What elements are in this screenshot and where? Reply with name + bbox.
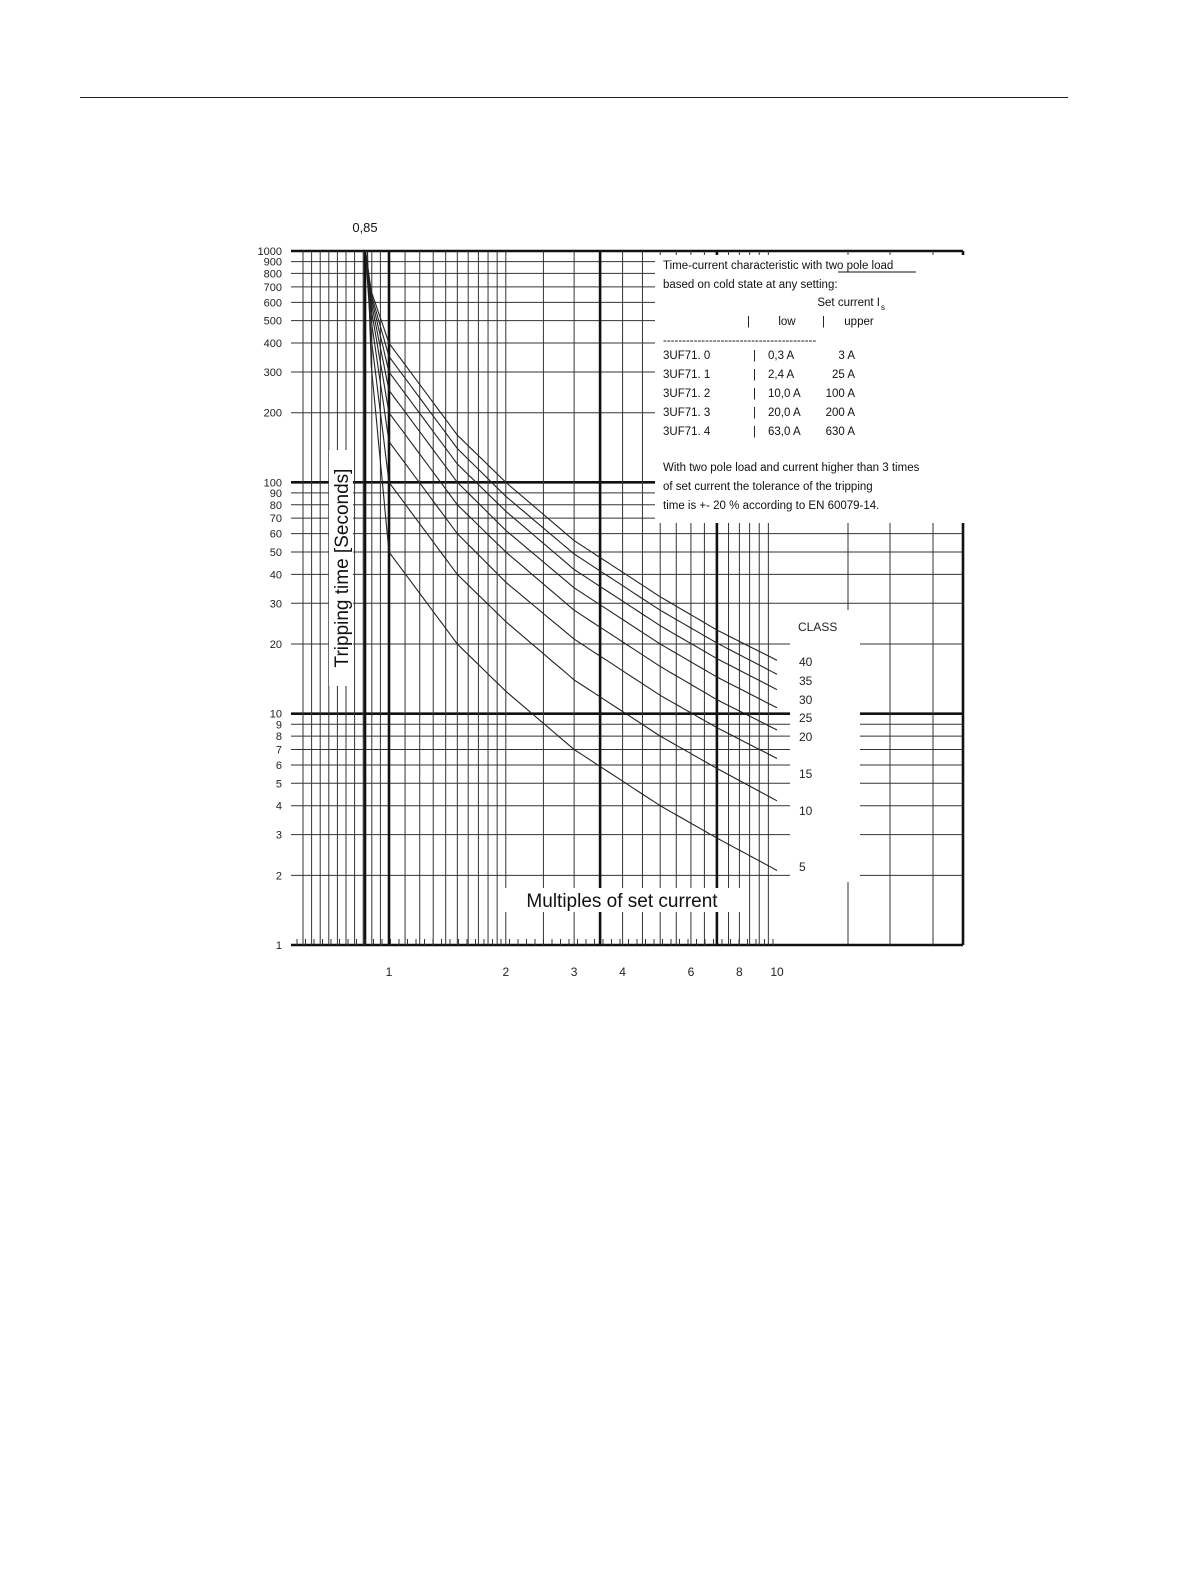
class-label: 25 [799,711,813,725]
x-tick-label: 6 [687,965,695,979]
y-tick-label: 30 [269,598,282,611]
y-tick-label: 90 [269,487,282,500]
set-current-label: Set current I [817,297,880,309]
y-tick-label: 8 [275,731,282,744]
column-upper-label: upper [844,316,874,328]
model-low-current: 63,0 A [768,426,801,438]
model-name: 3UF71. 0 [663,350,711,362]
model-upper-current: 100 A [825,388,855,400]
model-upper-current: 25 A [831,369,855,381]
x-tick-label: 4 [619,965,626,979]
x-tick-label: 3 [570,965,578,979]
class-label: 20 [799,730,813,744]
column-separator: | [753,350,756,362]
y-tick-label: 60 [269,528,282,541]
model-low-current: 0,3 A [768,350,795,362]
y-tick-label: 20 [269,639,282,652]
column-separator: | [753,426,756,438]
annotation-line: based on cold state at any setting: [663,279,838,291]
x-tick-label: 10 [770,965,784,979]
model-upper-current: 200 A [825,407,855,419]
column-separator: | [753,388,756,400]
y-tick-label: 600 [263,297,282,310]
x-tick-label: 8 [736,965,743,979]
column-separator: | [753,369,756,381]
model-low-current: 20,0 A [768,407,801,419]
model-name: 3UF71. 1 [663,369,711,381]
marker-label: 0,85 [352,220,378,235]
y-tick-label: 3 [275,829,282,842]
y-tick-label: 500 [263,315,282,328]
annotation-line: Time-current characteristic with two pole load [663,260,894,272]
y-tick-label: 2 [275,870,282,883]
y-tick-label: 10 [269,708,282,721]
column-separator: | [822,316,825,328]
y-tick-label: 6 [275,759,282,772]
y-tick-label: 400 [263,338,282,351]
y-tick-label: 80 [269,499,282,512]
y-tick-label: 1000 [257,246,282,258]
model-low-current: 10,0 A [768,388,801,400]
y-tick-label: 700 [263,281,282,294]
model-low-current: 2,4 A [768,369,795,381]
model-upper-current: 3 A [838,350,855,362]
y-axis-title: Tripping time [Seconds] [332,468,353,668]
y-tick-label: 5 [275,778,282,791]
y-tick-labels [258,246,282,952]
class-label: 5 [799,860,806,874]
model-upper-current: 630 A [825,426,855,438]
class-label: 10 [799,804,813,818]
class-label: 30 [799,693,813,707]
y-tick-label: 40 [269,569,282,582]
model-name: 3UF71. 3 [663,407,711,419]
class-title: CLASS [798,620,838,634]
class-label: 15 [799,767,813,781]
y-tick-label: 4 [275,800,282,813]
column-separator: | [747,316,750,328]
y-tick-label: 300 [263,366,282,379]
tolerance-note: of set current the tolerance of the tripping [663,481,873,493]
y-tick-label: 800 [263,268,282,281]
separator-line: ---------------------------------------- [663,335,817,347]
x-axis-title: Multiples of set current [526,891,718,912]
y-tick-label: 70 [269,513,282,526]
x-tick-labels [386,965,784,979]
model-name: 3UF71. 4 [663,426,711,438]
class-label: 40 [799,655,813,669]
class-mask [790,610,860,882]
y-tick-label: 900 [263,256,282,269]
y-tick-label: 1 [275,940,282,952]
set-current-subscript: s [881,303,885,312]
tolerance-note: time is +- 20 % according to EN 60079-14. [663,500,880,512]
model-name: 3UF71. 2 [663,388,711,400]
x-tick-label: 1 [385,965,393,979]
y-tick-label: 9 [275,719,282,732]
y-tick-label: 100 [263,477,282,490]
column-separator: | [753,407,756,419]
y-tick-label: 50 [269,546,282,559]
column-low-label: low [778,316,796,328]
x-tick-label: 2 [502,965,510,979]
y-tick-label: 200 [263,407,282,420]
class-label: 35 [799,674,813,688]
y-tick-label: 7 [275,744,282,757]
tolerance-note: With two pole load and current higher than 3 times [663,462,920,474]
